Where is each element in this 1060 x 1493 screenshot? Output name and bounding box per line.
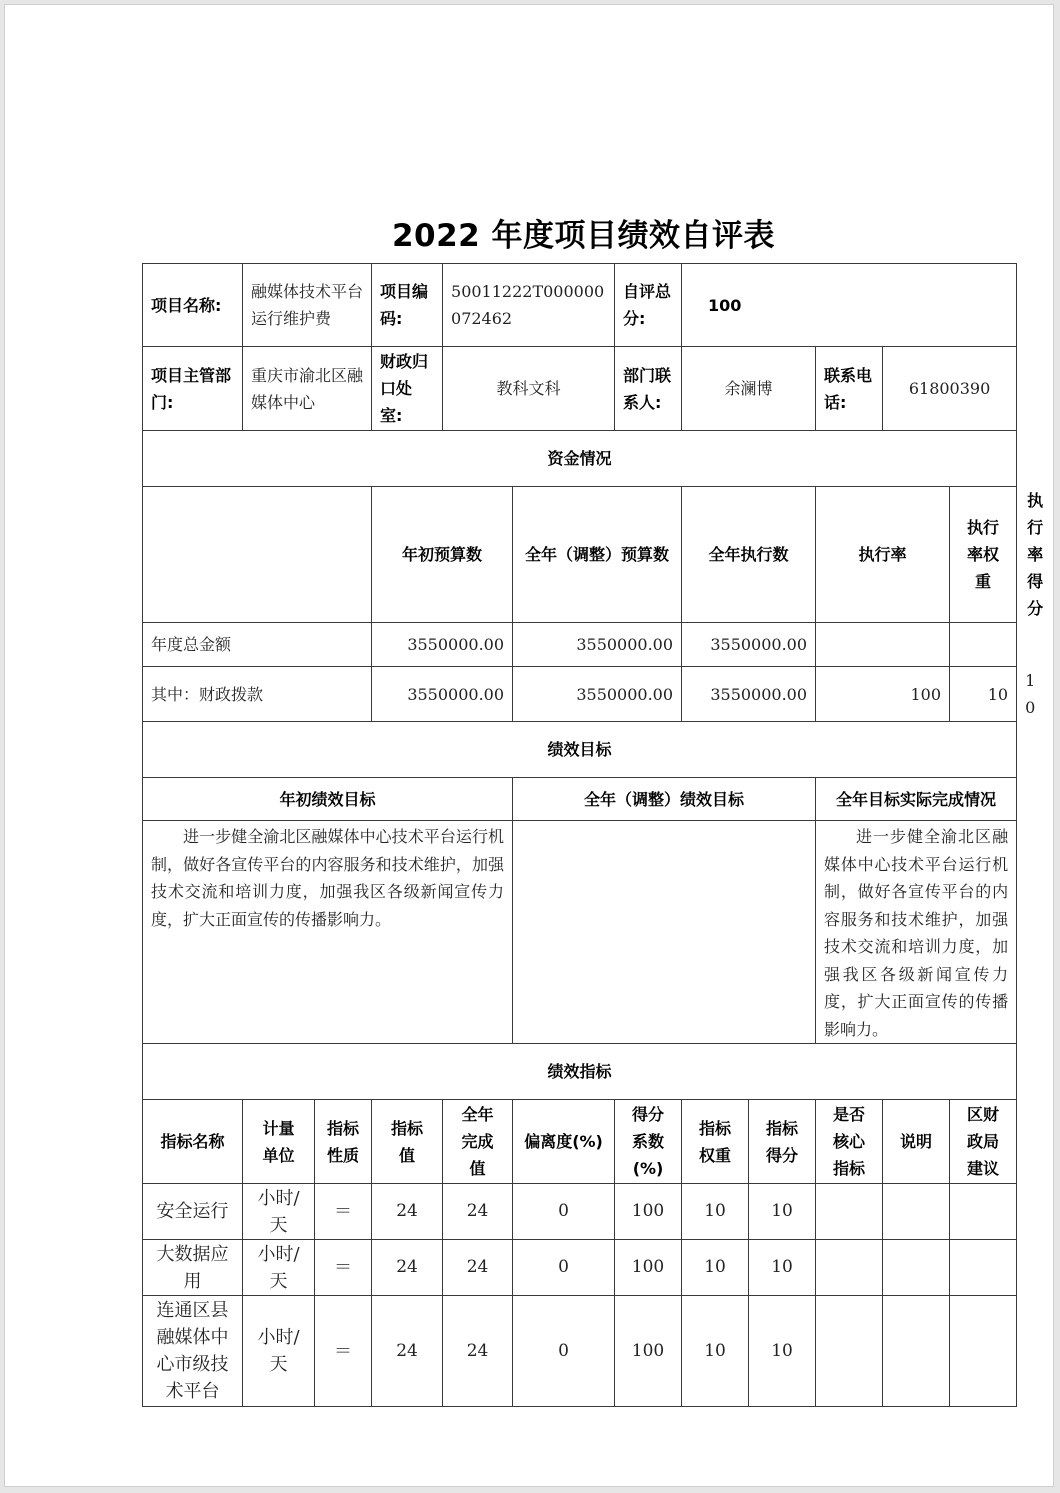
- funds-row-fiscal-adjusted: 3550000.00: [513, 667, 682, 722]
- ind-core: [816, 1240, 883, 1296]
- phone-label: 联系电话:: [816, 347, 883, 431]
- ind-score: 10: [749, 1240, 816, 1296]
- funds-row-total-adjusted: 3550000.00: [513, 623, 682, 667]
- contact-value: 余澜博: [682, 347, 816, 431]
- funds-row-fiscal-initial: 3550000.00: [372, 667, 513, 722]
- table-row: [143, 1296, 1017, 1407]
- goals-actual-text: 进一步健全渝北区融媒体中心技术平台运行机制，做好各宣传平台的内容服务和技术维护，加强技术交流和培训力度，加强我区各级新闻宣传力度，扩大正面宣传的传播影响力。: [816, 821, 1017, 1044]
- funds-header-adjusted: 全年（调整）预算数: [513, 487, 682, 623]
- ind-header-advice: 区财政局建议: [950, 1100, 1017, 1184]
- funds-row-total-label: 年度总金额: [143, 623, 372, 667]
- dept-label: 项目主管部门:: [143, 347, 243, 431]
- indicators-section-title: 绩效指标: [143, 1044, 1017, 1100]
- funds-row-fiscal-rate: 100: [816, 667, 950, 722]
- funds-row-total-executed: 3550000.00: [682, 623, 816, 667]
- goals-header-initial: 年初绩效目标: [143, 778, 513, 821]
- funds-header-weight: 执行率权重: [950, 487, 1017, 623]
- ind-core: [816, 1296, 883, 1407]
- funds-row-fiscal-weight: 10: [950, 667, 1017, 722]
- funds-header-blank: [143, 487, 372, 623]
- ind-coef: 100: [615, 1296, 682, 1407]
- ind-note: [883, 1184, 950, 1240]
- ind-actual: 24: [443, 1240, 513, 1296]
- ind-header-deviation: 偏离度(%): [513, 1100, 615, 1184]
- ind-weight: 10: [682, 1240, 749, 1296]
- score-value: 100: [682, 264, 1017, 347]
- ind-header-weight: 指标权重: [682, 1100, 749, 1184]
- ind-deviation: 0: [513, 1240, 615, 1296]
- ind-weight: 10: [682, 1184, 749, 1240]
- ind-header-nature: 指标性质: [315, 1100, 372, 1184]
- goals-adjusted-text: [513, 821, 816, 1044]
- table-row: [143, 1184, 1017, 1240]
- funds-row-total-rate: [816, 623, 950, 667]
- ind-advice: [950, 1184, 1017, 1240]
- page-title: 2022 年度项目绩效自评表: [391, 218, 776, 254]
- ind-nature: ＝: [315, 1184, 372, 1240]
- goals-section-title: 绩效目标: [143, 722, 1017, 778]
- ind-unit: 小时/天: [243, 1240, 315, 1296]
- ind-advice: [950, 1240, 1017, 1296]
- ind-coef: 100: [615, 1240, 682, 1296]
- funds-section-title: 资金情况: [143, 431, 1017, 487]
- funds-row-fiscal-label: 其中：财政拨款: [143, 667, 372, 722]
- ind-nature: ＝: [315, 1296, 372, 1407]
- ind-coef: 100: [615, 1184, 682, 1240]
- ind-header-target: 指标值: [372, 1100, 443, 1184]
- ind-advice: [950, 1296, 1017, 1407]
- funds-header-rate: 执行率: [816, 487, 950, 623]
- ind-target: 24: [372, 1240, 443, 1296]
- ind-score: 10: [749, 1184, 816, 1240]
- self-evaluation-table: 项目名称: 融媒体技术平台运行维护费 项目编码: 50011222T000000072462 自评总分: 100 项目主管部门: 重庆市渝北区融媒体中心 财政归口处室: 教科文科 部门联系人: 余澜博 联系电话: 61800390 资金情况 年初预算数 全年（调整）预算数 全年执行数 执行率 执行率权重 执行率得分 年度总金额 3550000.00 3550000.00 3550000.00 其中：财政拨款 3550000.00 3550000.00 3550000.00 100 10 10 绩效目标 年初绩效目标 全年（调整）绩效目标 全年目标实际完成情况 进一步健全渝北区融媒体中心技术平台运行机制，做好各宣传平台的内容服务和技术维护，加强技术交流和培训力度，加强我区各级新闻宣传力度，扩大正面宣传的传播影响力。 进一步健全渝北区融媒体中心技术平台运行机制，做好各宣传平台的内容服务和技术维护，加强技术交流和培训力度，加强我区各级新闻宣传力度，扩大正面宣传的传播影响力。 绩效指标 指标名称 计量单位 指标性质 指标值 全年完成值 偏离度(%) 得分系数(%) 指标权重 指标得分 是否核心指标 说明 区财政局建议 安全运行 小时/天 ＝ 24 24 0 100 10 10 大数据应用 小时/天 ＝ 24 24 0 100 10 10 连通区县融媒体中心市级技术平台 小时/天 ＝ 24 24 0 100 10 10: [142, 263, 1017, 1407]
- ind-header-coef: 得分系数(%): [615, 1100, 682, 1184]
- funds-row-fiscal-executed: 3550000.00: [682, 667, 816, 722]
- project-code-label: 项目编码:: [372, 264, 443, 347]
- funds-header-initial: 年初预算数: [372, 487, 513, 623]
- ind-unit: 小时/天: [243, 1184, 315, 1240]
- ind-header-note: 说明: [883, 1100, 950, 1184]
- project-code-value: 50011222T000000072462: [443, 264, 615, 347]
- ind-nature: ＝: [315, 1240, 372, 1296]
- ind-deviation: 0: [513, 1184, 615, 1240]
- ind-name: 连通区县融媒体中心市级技术平台: [143, 1296, 243, 1407]
- ind-header-unit: 计量单位: [243, 1100, 315, 1184]
- funds-header-executed: 全年执行数: [682, 487, 816, 623]
- project-name-value: 融媒体技术平台运行维护费: [243, 264, 372, 347]
- ind-name: 安全运行: [143, 1184, 243, 1240]
- ind-score: 10: [749, 1296, 816, 1407]
- contact-label: 部门联系人:: [615, 347, 682, 431]
- dept-value: 重庆市渝北区融媒体中心: [243, 347, 372, 431]
- ind-core: [816, 1184, 883, 1240]
- document-page: [4, 4, 1054, 1487]
- funds-row-total-weight: [950, 623, 1017, 667]
- goals-initial-text: 进一步健全渝北区融媒体中心技术平台运行机制，做好各宣传平台的内容服务和技术维护，加强技术交流和培训力度，加强我区各级新闻宣传力度，扩大正面宣传的传播影响力。: [143, 821, 513, 1044]
- ind-header-name: 指标名称: [143, 1100, 243, 1184]
- goals-header-adjusted: 全年（调整）绩效目标: [513, 778, 816, 821]
- ind-header-core: 是否核心指标: [816, 1100, 883, 1184]
- ind-actual: 24: [443, 1296, 513, 1407]
- ind-note: [883, 1296, 950, 1407]
- funds-row-total-initial: 3550000.00: [372, 623, 513, 667]
- ind-deviation: 0: [513, 1296, 615, 1407]
- ind-note: [883, 1240, 950, 1296]
- office-label: 财政归口处室:: [372, 347, 443, 431]
- ind-actual: 24: [443, 1184, 513, 1240]
- table-row: [143, 1240, 1017, 1296]
- score-label: 自评总分:: [615, 264, 682, 347]
- ind-target: 24: [372, 1296, 443, 1407]
- ind-weight: 10: [682, 1296, 749, 1407]
- goals-header-actual: 全年目标实际完成情况: [816, 778, 1017, 821]
- ind-unit: 小时/天: [243, 1296, 315, 1407]
- ind-header-score: 指标得分: [749, 1100, 816, 1184]
- ind-header-actual: 全年完成值: [443, 1100, 513, 1184]
- office-value: 教科文科: [443, 347, 615, 431]
- ind-name: 大数据应用: [143, 1240, 243, 1296]
- ind-target: 24: [372, 1184, 443, 1240]
- project-name-label: 项目名称:: [143, 264, 243, 347]
- phone-value: 61800390: [883, 347, 1017, 431]
